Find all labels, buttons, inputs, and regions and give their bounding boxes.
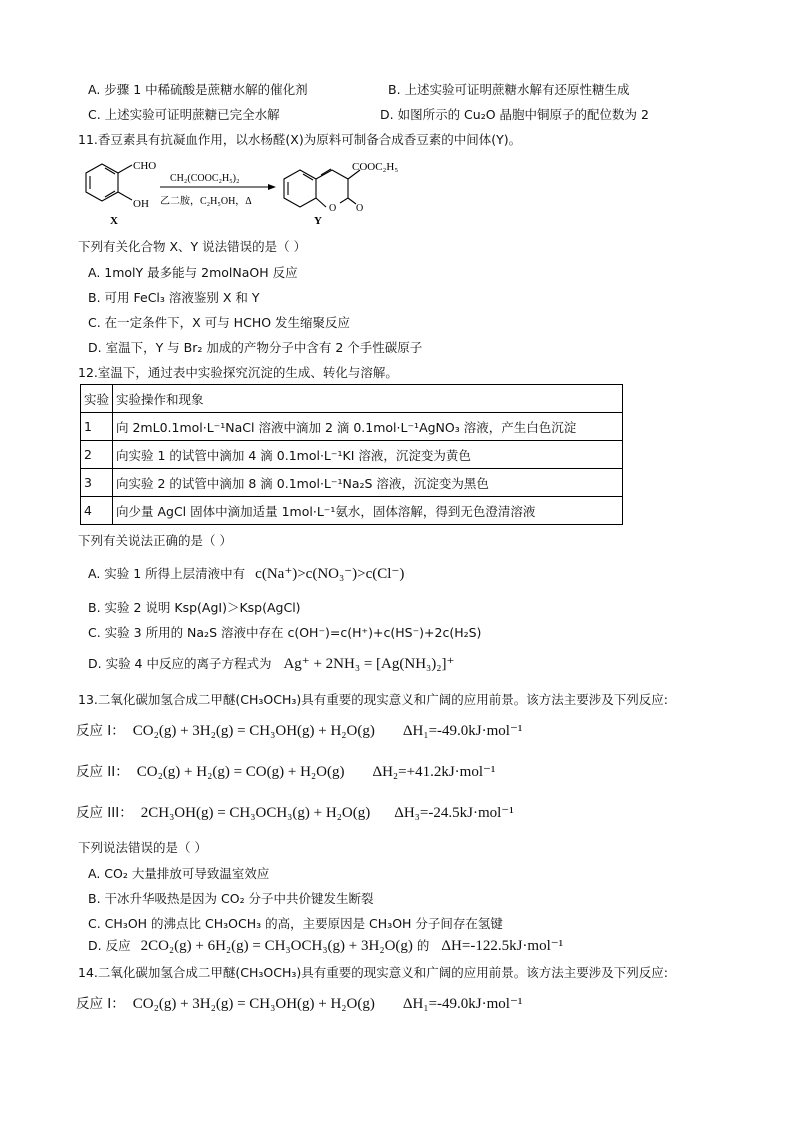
experiment-table [80,384,623,525]
q14-reaction-1 [76,992,522,1013]
q11-option-c: C. 在一定条件下，X 可与 HCHO 发生缩聚反应 [88,315,351,330]
q13-option-d-enthalpy: ΔH=-122.5kJ·mol⁻¹ [441,938,564,954]
q11-question: 下列有关化合物 X、Y 说法错误的是（ ） [78,239,307,254]
q14-stem: 14.二氧化碳加氢合成二甲醚(CH₃OCH₃)具有重要的现实意义和广阔的应用前景。该方法主要涉及下列反应: [78,965,668,980]
q13-option-d [88,936,563,955]
q12-option-a [88,564,404,583]
carbonyl-oxygen: O [356,203,364,214]
oh-label: OH [133,198,149,210]
reaction-scheme-svg [78,156,438,228]
compound-y-structure [284,169,360,207]
q12-option-b: B. 实验 2 说明 Ksp(AgI)＞Ksp(AgCl) [88,600,301,615]
q10-option-b: B. 上述实验可证明蔗糖水解有还原性糖生成 [388,82,630,97]
reaction-3-enthalpy: ΔH₃=-24.5kJ·mol⁻¹ [394,805,514,821]
q11-option-d: D. 室温下，Y 与 Br₂ 加成的产物分子中含有 2 个手性碳原子 [88,340,423,355]
q13-question: 下列说法错误的是（ ） [78,840,207,855]
reaction-2-enthalpy: ΔH₂=+41.2kJ·mol⁻¹ [372,764,496,780]
q13-option-b: B. 干冰升华吸热是因为 CO₂ 分子中共价键发生断裂 [88,891,374,906]
q10-option-c: C. 上述实验可证明蔗糖已完全水解 [88,107,280,122]
table-cell-description: 向 2mL0.1mol·L⁻¹NaCl 溶液中滴加 2 滴 0.1mol·L⁻¹AgNO₃ 溶液，产生白色沉淀 [113,413,623,441]
q14-reaction-equation: CO₂(g) + 3H₂(g) = CH₃OH(g) + H₂O(g) [132,996,375,1012]
reagent-top: CH₂(COOC₂H₅)₂ [170,173,240,184]
q14-reaction-enthalpy: ΔH₁=-49.0kJ·mol⁻¹ [402,996,523,1012]
compound-x-structure [86,164,132,201]
table-cell-number: 2 [81,441,113,469]
y-label: Y [314,215,322,227]
q12-option-a-formula: c(Na⁺)>c(NO₃⁻)>c(Cl⁻) [255,566,405,582]
table-header-cell: 实验 [81,385,113,413]
q12-option-d-text: D. 实验 4 中反应的离子方程式为 [88,656,272,671]
table-cell-description: 向少量 AgCl 固体中滴加适量 1mol·L⁻¹氨水，固体溶解，得到无色澄清溶液 [113,497,623,525]
table-cell-number: 3 [81,469,113,497]
q13-option-d-text: D. 反应 [88,938,131,953]
q10-option-a: A. 步骤 1 中稀硫酸是蔗糖水解的催化剂 [88,82,308,97]
q11-stem: 11.香豆素具有抗凝血作用，以水杨醛(X)为原料可制备合成香豆素的中间体(Y)。 [78,132,522,147]
reaction-1-equation: CO₂(g) + 3H₂(g) = CH₃OH(g) + H₂O(g) [132,723,375,739]
reaction-1 [76,719,522,740]
arrow-head [268,184,276,190]
reagent-bottom: 乙二胺，C₂H₅OH，Δ [160,196,252,207]
q13-option-c: C. CH₃OH 的沸点比 CH₃OCH₃ 的高，主要原因是 CH₃OH 分子间存在氢键 [88,916,503,931]
q13-stem: 13.二氧化碳加氢合成二甲醚(CH₃OCH₃)具有重要的现实意义和广阔的应用前景。该方法主要涉及下列反应: [78,692,668,707]
reaction-3 [76,801,514,822]
cho-label: CHO [133,160,157,172]
table-cell-number: 4 [81,497,113,525]
table-row [81,413,623,441]
q13-option-d-equation: 2CO₂(g) + 6H₂(g) = CH₃OCH₃(g) + 3H₂O(g) [140,938,413,954]
reaction-2-equation: CO₂(g) + H₂(g) = CO(g) + H₂O(g) [136,764,345,780]
table-cell-number: 1 [81,413,113,441]
reaction-3-label: 反应 III： [76,805,133,821]
table-header-cell: 实验操作和现象 [113,385,623,413]
reaction-1-label: 反应 I： [76,723,125,739]
table-cell-description: 向实验 1 的试管中滴加 4 滴 0.1mol·L⁻¹KI 溶液，沉淀变为黄色 [113,441,623,469]
q12-question: 下列有关说法正确的是（ ） [78,533,232,548]
q12-option-a-text: A. 实验 1 所得上层清液中有 [88,566,246,581]
reaction-2 [76,760,495,781]
ring-oxygen: O [329,203,337,214]
table-row [81,441,623,469]
q12-stem: 12.室温下，通过表中实验探究沉淀的生成、转化与溶解。 [78,365,398,380]
x-label: X [110,215,118,227]
q11-option-b: B. 可用 FeCl₃ 溶液鉴别 X 和 Y [88,290,260,305]
table-row [81,469,623,497]
table-row [81,497,623,525]
ester-label: COOC₂H₅ [352,161,399,173]
q13-option-d-mid: 的 [416,938,430,953]
reaction-1-enthalpy: ΔH₁=-49.0kJ·mol⁻¹ [402,723,523,739]
table-header-row [81,385,623,413]
reaction-scheme [78,156,438,228]
table-cell-description: 向实验 2 的试管中滴加 8 滴 0.1mol·L⁻¹Na₂S 溶液，沉淀变为黑色 [113,469,623,497]
q10-option-d: D. 如图所示的 Cu₂O 晶胞中铜原子的配位数为 2 [380,107,649,122]
q12-option-c: C. 实验 3 所用的 Na₂S 溶液中存在 c(OH⁻)=c(H⁺)+c(HS⁻)+2c(H₂S) [88,625,482,640]
reaction-2-label: 反应 II： [76,764,129,780]
q13-option-a: A. CO₂ 大量排放可导致温室效应 [88,866,270,881]
q11-option-a: A. 1molY 最多能与 2molNaOH 反应 [88,265,298,280]
reaction-3-equation: 2CH₃OH(g) = CH₃OCH₃(g) + H₂O(g) [140,805,371,821]
q12-option-d [88,654,454,673]
q14-reaction-label: 反应 I： [76,996,125,1012]
q12-option-d-formula: Ag⁺ + 2NH₃ = [Ag(NH₃)₂]⁺ [283,656,455,672]
